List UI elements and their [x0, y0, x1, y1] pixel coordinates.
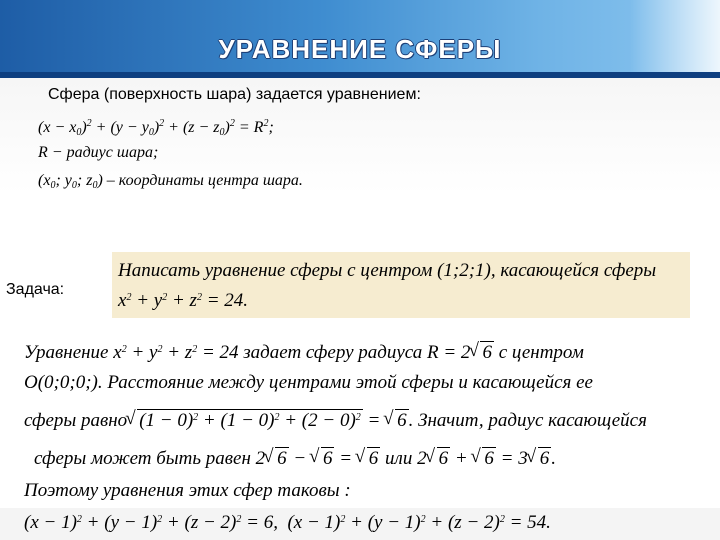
task-statement: Написать уравнение сферы с центром (1;2;1), касающейся сферы [118, 260, 657, 281]
radius-definition: R − радиус шара; [38, 144, 159, 161]
sphere-equation: $(x - x_0)^2 + (y - y_0)^2 + (z - z_0)^2 = R^2$; [38, 118, 274, 138]
solution-line-3: сферы равно√ $(1 - 0)^2 + (1 - 0)^2 + (2 - 0)^2$ = √ 6 . Значит, радиус касающейся [24, 410, 647, 432]
solution-line-4: сферы может быть равен 2√ 6 − √ 6 = √ 6 или 2√ 6 + √ 6 = 3√ 6 . [34, 448, 556, 470]
final-equations: $(x - 1)^2 + (y - 1)^2 + (z - 2)^2 = 6$, $(x - 1)^2 + (y - 1)^2 + (z - 2)^2 = 54$. [24, 512, 551, 533]
intro-text: Сфера (поверхность шара) задается уравнением: [48, 86, 421, 103]
solution-line-2: O(0;0;0;). Расстояние между центрами этой сферы и касающейся ее [24, 372, 593, 393]
slide-title: УРАВНЕНИЕ СФЕРЫ [218, 34, 502, 64]
center-definition: ($x_0$; $y_0$; $z_0$) – координаты центра шара. [38, 172, 303, 191]
task-equation: $x^2 + y^2 + z^2 = 24$. [118, 290, 249, 311]
solution-line-5: Поэтому уравнения этих сфер таковы : [24, 480, 351, 501]
task-label: Задача: [6, 281, 65, 298]
solution-line-1: Уравнение $x^2 + y^2 + z^2 = 24$ задает сферу радиуса R = 2√ 6 с центром [24, 342, 584, 364]
